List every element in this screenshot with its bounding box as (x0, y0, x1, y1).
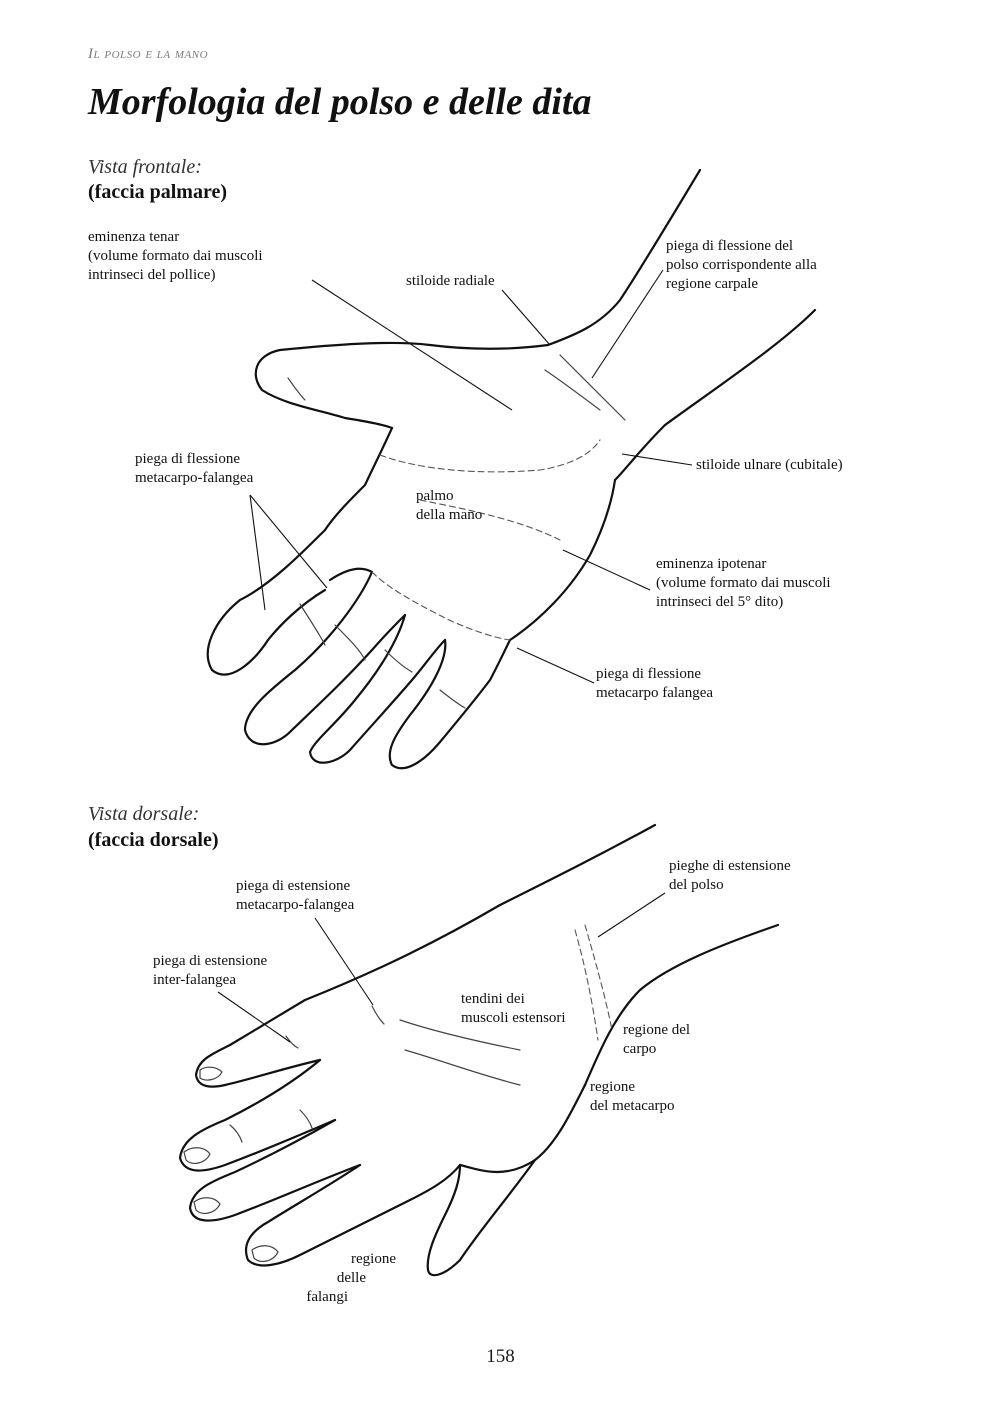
label-piega-mcf: piega di flessione metacarpo-falangea (135, 451, 254, 486)
dorsal-heading: Vista dorsale: (88, 803, 200, 825)
frontal-heading: Vista frontale: (88, 156, 202, 178)
label-pieghe-polso: pieghe di estensione del polso (669, 858, 791, 893)
label-eminenza-ipotenar: eminenza ipotenar (volume formato dai muscoli intrinseci del 5° dito) (656, 556, 831, 610)
dorsal-subheading: (faccia dorsale) (88, 829, 219, 851)
label-regione-metacarpo: regione del metacarpo (590, 1079, 675, 1114)
label-eminenza-tenar: eminenza tenar (volume formato dai muscoli intrinseci del pollice) (88, 229, 263, 283)
label-tendini: tendini dei muscoli estensori (461, 991, 566, 1026)
running-title: Il polso e la mano (88, 46, 209, 62)
label-piega-mcf-2: piega di flessione metacarpo falangea (596, 666, 714, 701)
page-number: 158 (486, 1346, 515, 1367)
frontal-subheading: (faccia palmare) (88, 181, 228, 203)
label-piega-est-if: piega di estensione inter-falangea (153, 953, 268, 988)
label-stiloide-radiale: stiloide radiale (406, 273, 495, 289)
dorsal-leader-lines (218, 893, 665, 1042)
label-stiloide-ulnare: stiloide ulnare (cubitale) (696, 457, 843, 473)
label-regione-carpo: regione del carpo (623, 1022, 691, 1057)
label-palmo: palmo della mano (416, 488, 483, 523)
label-piega-polso: piega di flessione del polso corrispondente alla regione carpale (666, 238, 817, 292)
page-title: Morfologia del polso e delle dita (88, 81, 592, 123)
label-piega-est-mcf: piega di estensione metacarpo-falangea (236, 878, 355, 913)
label-regione-falangi: regione delle falangi (306, 1251, 396, 1305)
palmar-leader-lines (250, 270, 692, 683)
